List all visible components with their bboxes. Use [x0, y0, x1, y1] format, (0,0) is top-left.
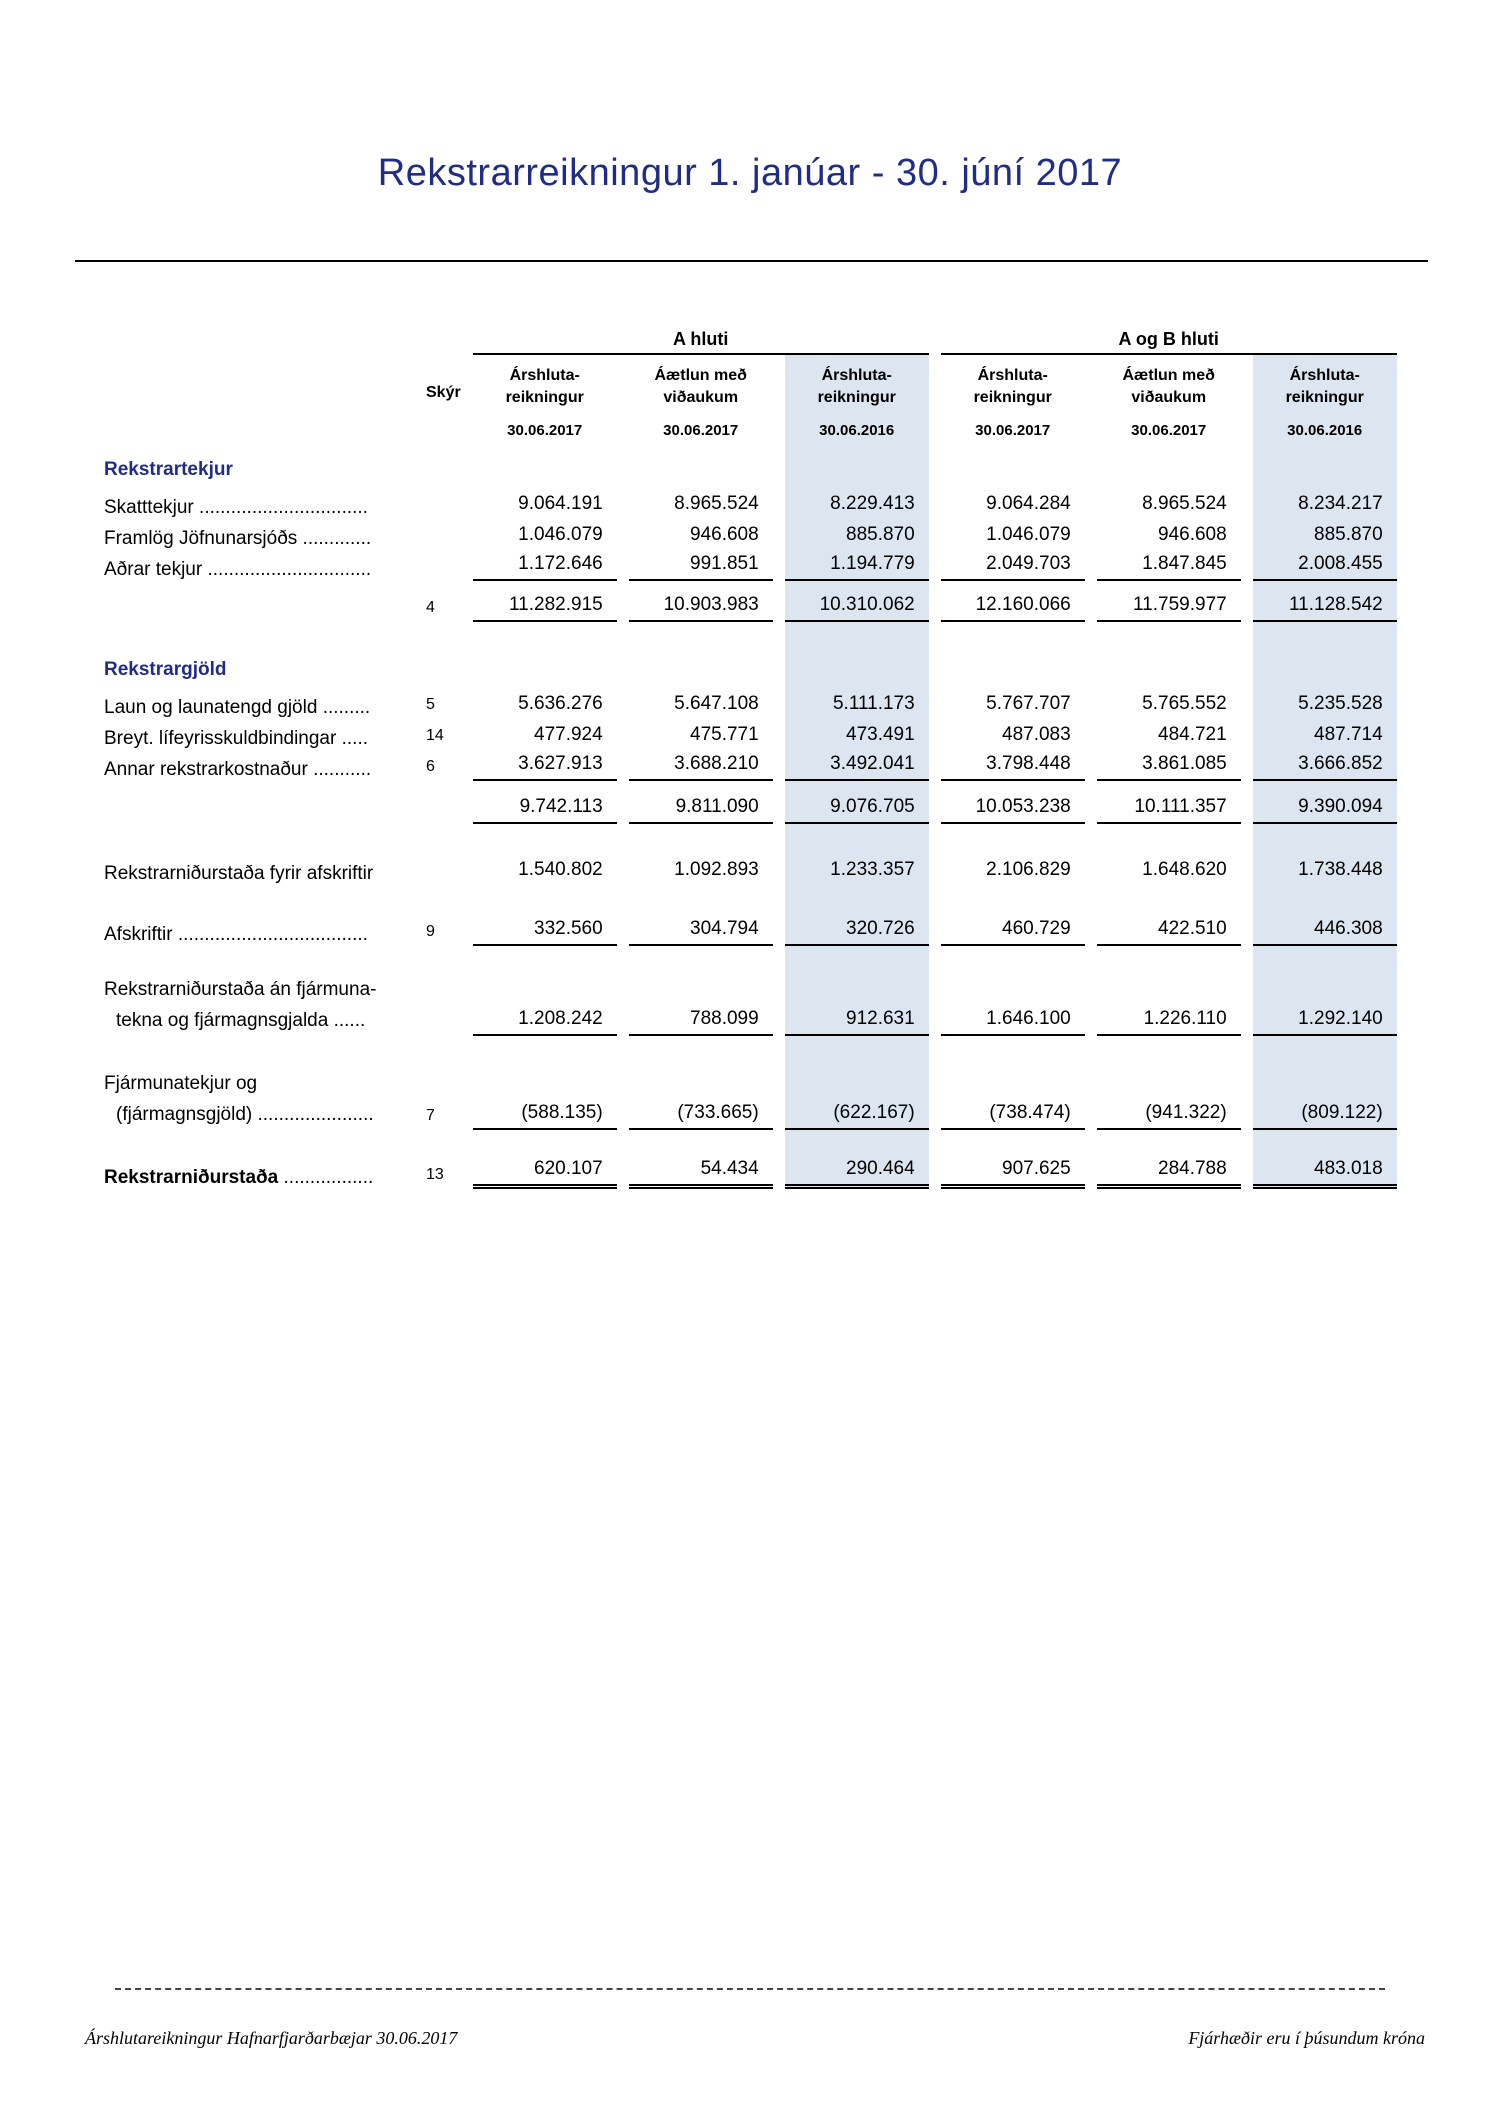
note-number: 7: [426, 1107, 435, 1125]
value-cell: 332.560: [473, 915, 617, 946]
value-cell: 5.636.276: [518, 693, 603, 715]
value-cell: (588.135): [473, 1068, 617, 1130]
value-cell: (622.167): [785, 1068, 929, 1130]
table-row: [104, 591, 1397, 622]
column-date: 30.06.2017: [975, 421, 1051, 439]
group-header-row: [104, 316, 1397, 355]
footer-divider: [115, 1988, 1385, 1990]
value-cell: 3.861.085: [1097, 750, 1241, 781]
value-cell: 5.111.173: [785, 688, 929, 719]
value-cell: 487.714: [1253, 719, 1397, 750]
value-cell: 320.726: [785, 915, 929, 946]
value-cell: [941, 652, 1085, 688]
section-header: Rekstrargjöld: [104, 659, 227, 681]
value-cell: [941, 452, 1085, 488]
value-cell: 5.765.552: [1142, 693, 1227, 715]
note-number: 6: [426, 758, 435, 776]
value-cell: 3.492.041: [785, 750, 929, 781]
value-cell: [473, 652, 617, 688]
table-row: [104, 915, 1397, 946]
table-row: [104, 452, 1397, 488]
income-statement-table: [92, 316, 1409, 1189]
table-row: [104, 974, 1397, 1036]
value-cell: 477.924: [534, 724, 603, 746]
note-number: 9: [426, 923, 435, 941]
value-cell: (809.122): [1253, 1068, 1397, 1130]
column-group-header: A hluti: [473, 316, 929, 355]
table-row: [104, 688, 1397, 719]
value-cell: 1.738.448: [1253, 854, 1397, 885]
value-cell: 284.788: [1097, 1158, 1241, 1189]
value-cell: 1.233.357: [785, 854, 929, 885]
value-cell: 1.046.079: [518, 524, 603, 546]
value-cell: 3.798.448: [941, 750, 1085, 781]
skyr-column-header: Skýr: [426, 384, 461, 402]
row-label: Rekstrarniðurstaða án fjármuna- tekna og fjármagnsgjalda ......: [104, 979, 377, 1032]
value-cell: 10.903.983: [629, 591, 773, 622]
page-title: Rekstrarreikningur 1. janúar - 30. júní 2017: [377, 152, 1123, 194]
row-label: Breyt. lífeyrisskuldbindingar .....: [104, 728, 368, 750]
value-cell: 3.688.210: [629, 750, 773, 781]
value-cell: 946.608: [690, 524, 759, 546]
value-cell: 1.046.079: [986, 524, 1071, 546]
note-number: [426, 793, 461, 824]
column-date: 30.06.2016: [785, 408, 929, 452]
value-cell: 10.111.357: [1097, 793, 1241, 824]
table-row: [104, 1158, 1397, 1189]
value-cell: 460.729: [941, 915, 1085, 946]
spacer-row: [104, 1036, 1397, 1068]
column-header: Árshluta- reikningur: [973, 367, 1052, 406]
value-cell: (738.474): [941, 1068, 1085, 1130]
note-number: 14: [426, 727, 444, 745]
footer-left-text: Árshlutareikningur Hafnarfjarðarbæjar 30.06.2017: [85, 2028, 458, 2048]
value-cell: 5.767.707: [986, 693, 1071, 715]
value-cell: 885.870: [1253, 519, 1397, 550]
row-label: Rekstrarniðurstaða fyrir afskriftir: [104, 863, 374, 885]
note-number: [426, 974, 461, 1036]
value-cell: 946.608: [1158, 524, 1227, 546]
note-number: 13: [426, 1166, 444, 1184]
page-footer: [85, 2028, 1425, 2049]
value-cell: [1097, 452, 1241, 488]
value-cell: 5.235.528: [1253, 688, 1397, 719]
row-label: Rekstrarniðurstaða .................: [104, 1167, 374, 1189]
value-cell: 10.053.238: [941, 793, 1085, 824]
value-cell: 1.092.893: [674, 859, 759, 881]
value-cell: [1253, 652, 1397, 688]
spacer-row: [104, 581, 1397, 591]
value-cell: 788.099: [629, 974, 773, 1036]
table-row: [104, 719, 1397, 750]
value-cell: 484.721: [1158, 724, 1227, 746]
value-cell: 1.847.845: [1097, 550, 1241, 581]
spacer-row: [104, 885, 1397, 915]
value-cell: 475.771: [690, 724, 759, 746]
table-row: [104, 488, 1397, 519]
value-cell: 9.064.284: [986, 493, 1071, 515]
value-cell: [785, 652, 929, 688]
value-cell: 885.870: [785, 519, 929, 550]
value-cell: 3.627.913: [473, 750, 617, 781]
column-date-row: [104, 408, 1397, 452]
column-header: Árshluta- reikningur: [1253, 355, 1397, 408]
value-cell: 8.965.524: [674, 493, 759, 515]
note-number: [426, 652, 461, 688]
spacer-row: [104, 781, 1397, 793]
value-cell: [629, 652, 773, 688]
row-label: Fjármunatekjur og (fjármagnsgjöld) ......................: [104, 1073, 374, 1126]
value-cell: 8.965.524: [1142, 493, 1227, 515]
value-cell: 1.646.100: [941, 974, 1085, 1036]
note-number: [426, 488, 461, 519]
spacer-row: [104, 946, 1397, 974]
column-header: Árshluta- reikningur: [785, 355, 929, 408]
spacer-row: [104, 622, 1397, 652]
value-cell: 2.049.703: [941, 550, 1085, 581]
value-cell: [473, 452, 617, 488]
value-cell: 9.811.090: [629, 793, 773, 824]
row-label: Annar rekstrarkostnaður ...........: [104, 759, 372, 781]
note-number: [426, 550, 461, 581]
value-cell: 11.128.542: [1253, 591, 1397, 622]
value-cell: 2.008.455: [1253, 550, 1397, 581]
table-row: [104, 854, 1397, 885]
note-number: 5: [426, 696, 435, 714]
value-cell: 12.160.066: [941, 591, 1085, 622]
table-row: [104, 793, 1397, 824]
value-cell: 483.018: [1253, 1158, 1397, 1189]
footer-right-text: Fjárhæðir eru í þúsundum króna: [1188, 2028, 1425, 2048]
value-cell: 620.107: [473, 1158, 617, 1189]
table-row: [104, 1068, 1397, 1130]
value-cell: 1.292.140: [1253, 974, 1397, 1036]
value-cell: 487.083: [1002, 724, 1071, 746]
section-header: Rekstrartekjur: [104, 459, 233, 481]
column-header: Áætlun með viðaukum: [654, 367, 747, 406]
value-cell: 907.625: [941, 1158, 1085, 1189]
column-group-header: A og B hluti: [941, 316, 1397, 355]
value-cell: 912.631: [785, 974, 929, 1036]
row-label: [104, 591, 414, 622]
value-cell: 991.851: [629, 550, 773, 581]
value-cell: 290.464: [785, 1158, 929, 1189]
table-row: [104, 652, 1397, 688]
row-label: [104, 793, 414, 824]
column-header-row: [104, 355, 1397, 408]
value-cell: 9.064.191: [518, 493, 603, 515]
income-statement-table-wrap: [92, 316, 1409, 1189]
table-row: [104, 550, 1397, 581]
value-cell: 1.226.110: [1097, 974, 1241, 1036]
value-cell: 8.229.413: [785, 488, 929, 519]
value-cell: 9.390.094: [1253, 793, 1397, 824]
column-header: Árshluta- reikningur: [505, 367, 584, 406]
value-cell: 11.759.977: [1097, 591, 1241, 622]
column-date: 30.06.2016: [1253, 408, 1397, 452]
value-cell: (941.322): [1097, 1068, 1241, 1130]
table-row: [104, 750, 1397, 781]
value-cell: 473.491: [785, 719, 929, 750]
value-cell: 1.172.646: [473, 550, 617, 581]
value-cell: 8.234.217: [1253, 488, 1397, 519]
value-cell: 11.282.915: [473, 591, 617, 622]
table-row: [104, 519, 1397, 550]
column-date: 30.06.2017: [1131, 421, 1207, 439]
value-cell: 1.648.620: [1142, 859, 1227, 881]
value-cell: 10.310.062: [785, 591, 929, 622]
value-cell: [785, 452, 929, 488]
value-cell: 5.647.108: [674, 693, 759, 715]
value-cell: 9.076.705: [785, 793, 929, 824]
value-cell: [1253, 452, 1397, 488]
value-cell: 1.208.242: [473, 974, 617, 1036]
note-number: [426, 452, 461, 488]
value-cell: [629, 452, 773, 488]
value-cell: 1.194.779: [785, 550, 929, 581]
note-number: [426, 519, 461, 550]
spacer-row: [104, 1130, 1397, 1158]
value-cell: 422.510: [1097, 915, 1241, 946]
row-label: Aðrar tekjur ...............................: [104, 559, 372, 581]
value-cell: [1097, 652, 1241, 688]
column-date: 30.06.2017: [507, 421, 583, 439]
value-cell: 304.794: [629, 915, 773, 946]
title-divider: [75, 260, 1428, 262]
value-cell: 446.308: [1253, 915, 1397, 946]
value-cell: 2.106.829: [986, 859, 1071, 881]
row-label: Skatttekjur ................................: [104, 497, 368, 519]
row-label: Laun og launatengd gjöld .........: [104, 697, 371, 719]
value-cell: 54.434: [629, 1158, 773, 1189]
value-cell: (733.665): [629, 1068, 773, 1130]
value-cell: 1.540.802: [518, 859, 603, 881]
spacer-row: [104, 824, 1397, 854]
row-label: Afskriftir ....................................: [104, 924, 368, 946]
value-cell: 3.666.852: [1253, 750, 1397, 781]
value-cell: 9.742.113: [473, 793, 617, 824]
note-number: 4: [426, 599, 435, 617]
column-date: 30.06.2017: [663, 421, 739, 439]
column-header: Áætlun með viðaukum: [1122, 367, 1215, 406]
row-label: Framlög Jöfnunarsjóðs .............: [104, 528, 372, 550]
note-number: [426, 854, 461, 885]
